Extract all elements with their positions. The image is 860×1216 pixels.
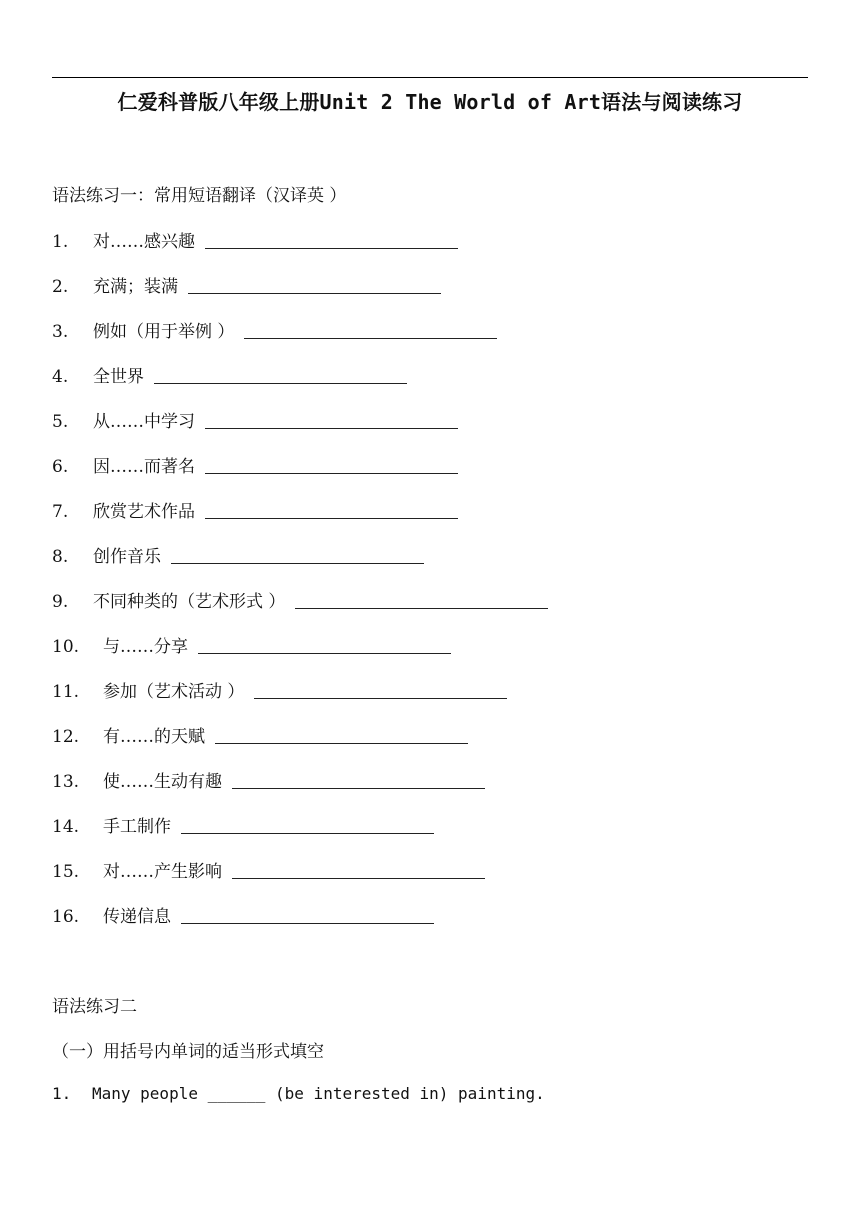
item-text: 欣赏艺术作品 <box>93 502 195 522</box>
answer-blank[interactable] <box>232 787 485 789</box>
item-number: 4. <box>52 367 69 387</box>
list-item <box>52 542 424 567</box>
section2-heading: 语法练习二 <box>52 997 137 1017</box>
top-divider <box>52 77 808 78</box>
list-item <box>52 632 451 657</box>
item-number: 2. <box>52 277 69 297</box>
answer-blank[interactable] <box>205 517 458 519</box>
item-number: 9. <box>52 592 69 612</box>
item-text: 手工制作 <box>103 817 171 837</box>
answer-blank[interactable] <box>295 607 548 609</box>
item-text: 全世界 <box>93 367 144 387</box>
answer-blank[interactable] <box>171 562 424 564</box>
item-text: 对……产生影响 <box>103 862 222 882</box>
item-text: 充满；装满 <box>93 277 178 297</box>
list-item <box>52 587 548 612</box>
answer-blank[interactable] <box>181 922 434 924</box>
item-text: 例如（用于举例 ） <box>93 322 235 342</box>
item-number: 6. <box>52 457 69 477</box>
answer-blank[interactable] <box>215 742 468 744</box>
list-item <box>52 857 485 882</box>
list-item <box>52 767 485 792</box>
item-text: 因……而著名 <box>93 457 195 477</box>
sentence-text: Many people ______ (be interested in) painting. <box>92 1084 545 1103</box>
list-item <box>52 362 407 387</box>
item-text: 参加（艺术活动 ） <box>103 682 245 702</box>
answer-blank[interactable] <box>205 247 458 249</box>
item-number: 1. <box>52 1084 72 1103</box>
list-item <box>52 677 507 702</box>
list-item <box>52 902 434 927</box>
item-number: 1. <box>52 232 69 252</box>
list-item <box>52 317 497 342</box>
list-item <box>52 812 434 837</box>
item-number: 8. <box>52 547 69 567</box>
answer-blank[interactable] <box>181 832 434 834</box>
document-title: 仁爱科普版八年级上册Unit 2 The World of Art语法与阅读练习 <box>117 90 743 114</box>
answer-blank[interactable] <box>244 337 497 339</box>
answer-blank[interactable] <box>205 472 458 474</box>
item-text: 使……生动有趣 <box>103 772 222 792</box>
item-text: 传递信息 <box>103 907 171 927</box>
answer-blank[interactable] <box>188 292 441 294</box>
list-item <box>52 497 458 522</box>
item-number: 16. <box>52 907 80 927</box>
item-number: 12. <box>52 727 80 747</box>
item-number: 10. <box>52 637 80 657</box>
item-text: 不同种类的（艺术形式 ） <box>93 592 286 612</box>
item-number: 11. <box>52 682 80 702</box>
section2-subheading: （一）用括号内单词的适当形式填空 <box>52 1042 324 1062</box>
list-item <box>52 452 458 477</box>
list-item <box>52 407 458 432</box>
item-text: 有……的天赋 <box>103 727 205 747</box>
list-item <box>52 272 441 297</box>
item-number: 5. <box>52 412 69 432</box>
section1-heading: 语法练习一：常用短语翻译（汉译英 ） <box>52 186 347 206</box>
item-text: 与……分享 <box>103 637 188 657</box>
item-text: 对……感兴趣 <box>93 232 195 252</box>
item-number: 15. <box>52 862 80 882</box>
item-number: 14. <box>52 817 80 837</box>
item-number: 7. <box>52 502 69 522</box>
item-text: 从……中学习 <box>93 412 195 432</box>
exercise-sentence <box>52 1084 545 1103</box>
list-item <box>52 722 468 747</box>
item-text: 创作音乐 <box>93 547 161 567</box>
answer-blank[interactable] <box>198 652 451 654</box>
answer-blank[interactable] <box>205 427 458 429</box>
item-number: 13. <box>52 772 80 792</box>
list-item <box>52 227 458 252</box>
answer-blank[interactable] <box>154 382 407 384</box>
answer-blank[interactable] <box>232 877 485 879</box>
item-number: 3. <box>52 322 69 342</box>
answer-blank[interactable] <box>254 697 507 699</box>
